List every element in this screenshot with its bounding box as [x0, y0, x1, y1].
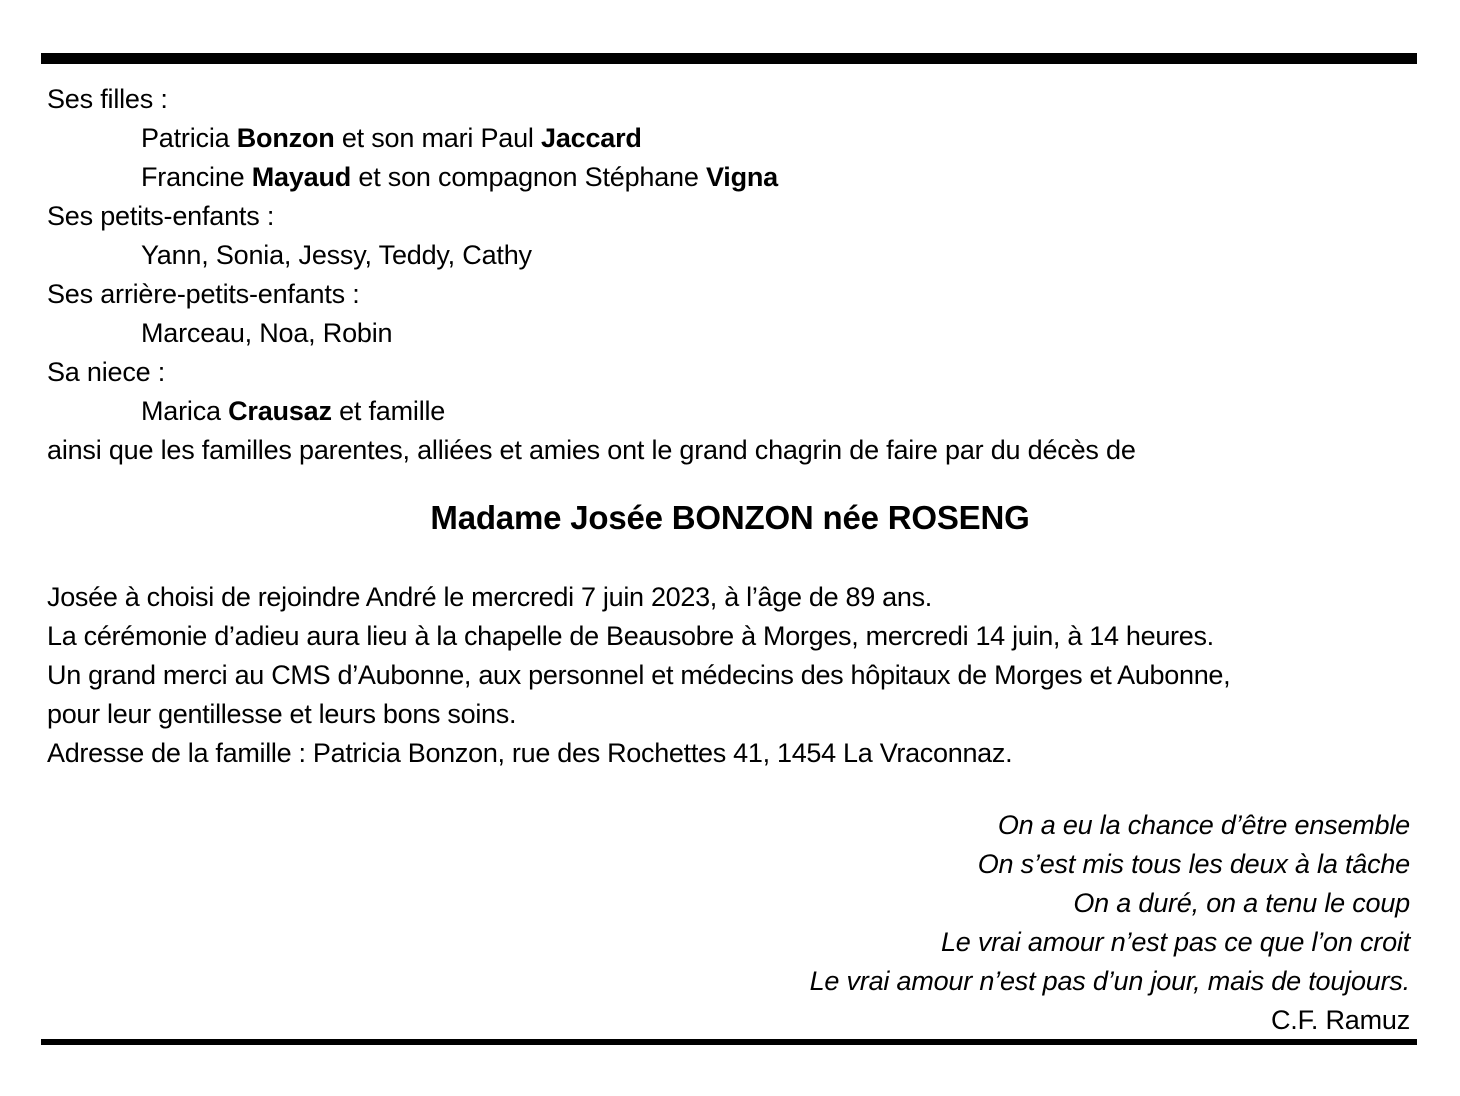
- detail-line: Un grand merci au CMS d’Aubonne, aux personnel et médecins des hôpitaux de Morges et Aubonne,: [47, 660, 1231, 690]
- great-grandchildren-names: Marceau, Noa, Robin: [141, 318, 393, 348]
- daughter-line-1: [47, 119, 1413, 158]
- surname-bold: Jaccard: [541, 123, 642, 153]
- surname-bold: Mayaud: [251, 162, 352, 192]
- family-list: [47, 80, 1413, 470]
- detail-line: Josée à choisi de rejoindre André le mercredi 7 juin 2023, à l’âge de 89 ans.: [47, 582, 932, 612]
- text-run: Patricia: [141, 123, 237, 153]
- heading-daughters: Ses filles :: [47, 84, 168, 114]
- grandchildren-names: Yann, Sonia, Jessy, Teddy, Cathy: [141, 240, 532, 270]
- detail-line: Adresse de la famille : Patricia Bonzon, rue des Rochettes 41, 1454 La Vraconnaz.: [47, 738, 1013, 768]
- detail-line: pour leur gentillesse et leurs bons soins.: [47, 699, 517, 729]
- heading-great-grandchildren: Ses arrière-petits-enfants :: [47, 279, 360, 309]
- daughter-line-2: [47, 158, 1413, 197]
- poem-attribution: C.F. Ramuz: [1270, 1005, 1410, 1035]
- heading-grandchildren: Ses petits-enfants :: [47, 201, 275, 231]
- text-run: Francine: [141, 162, 252, 192]
- text-run: et son mari Paul: [334, 123, 542, 153]
- poem-line: Le vrai amour n’est pas ce que l’on croit: [940, 927, 1410, 957]
- deceased-name-title: Madame Josée BONZON née ROSENG: [430, 499, 1030, 536]
- poem-line: On a eu la chance d’être ensemble: [997, 810, 1410, 840]
- poem-line: Le vrai amour n’est pas d’un jour, mais de toujours.: [809, 966, 1410, 996]
- ceremony-details: [47, 578, 1413, 773]
- top-horizontal-rule: [41, 53, 1417, 64]
- heading-niece: Sa niece :: [47, 357, 166, 387]
- poem-line: On s’est mis tous les deux à la tâche: [977, 849, 1410, 879]
- niece-line: [47, 392, 1413, 431]
- poem-line: On a duré, on a tenu le coup: [1073, 888, 1410, 918]
- surname-bold: Crausaz: [228, 396, 332, 426]
- memorial-poem: [47, 806, 1410, 1040]
- closing-sentence: ainsi que les familles parentes, alliées et amies ont le grand chagrin de faire par du décès de: [47, 435, 1136, 465]
- surname-bold: Vigna: [705, 162, 778, 192]
- text-run: et famille: [331, 396, 446, 426]
- surname-bold: Bonzon: [236, 123, 335, 153]
- detail-line: La cérémonie d’adieu aura lieu à la chapelle de Beausobre à Morges, mercredi 14 juin, à 14 heures.: [47, 621, 1214, 651]
- text-run: Marica: [141, 396, 229, 426]
- text-run: et son compagnon Stéphane: [351, 162, 706, 192]
- bottom-horizontal-rule: [41, 1039, 1417, 1045]
